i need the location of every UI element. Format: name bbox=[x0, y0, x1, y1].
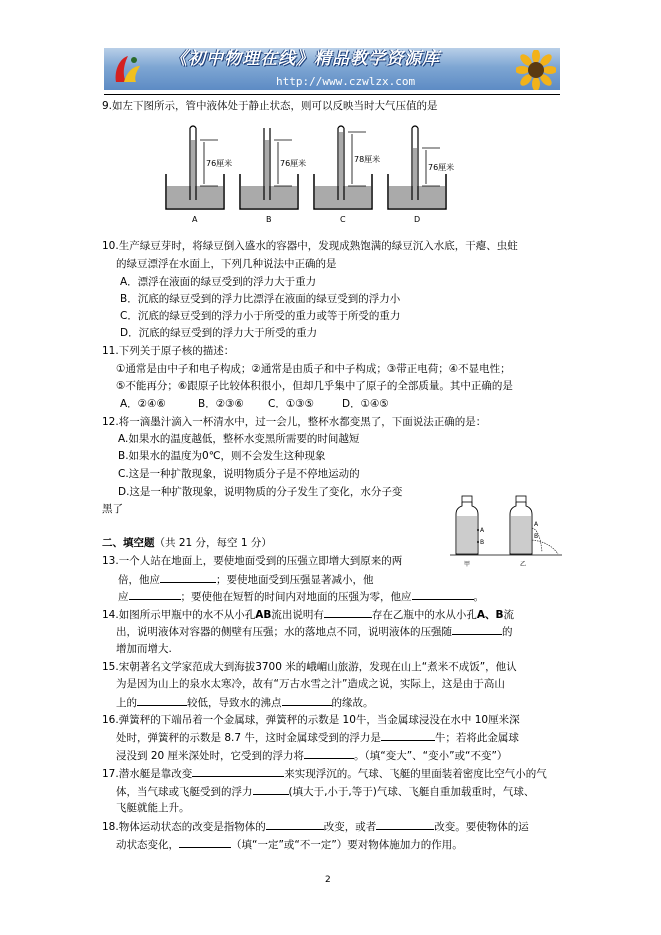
q10-stem-line1: 10.生产绿豆芽时，将绿豆倒入盛水的容器中，发现成熟饱满的绿豆沉入水底，干瘪、虫蛀 bbox=[102, 240, 518, 252]
q9-d-height-label: 76厘米 bbox=[428, 163, 455, 172]
q15-line3: 上的 较低，导致水的沸点 的缘故。 bbox=[116, 694, 374, 712]
q10-option-c: C．沉底的绿豆受到的浮力小于所受的重力或等于所受的重力 bbox=[120, 310, 401, 322]
q11-option-a: A．②④⑥ bbox=[120, 398, 166, 410]
q18-blank-2[interactable] bbox=[376, 818, 434, 830]
q11-stem: 11.下列关于原子核的描述： bbox=[102, 345, 235, 357]
header-banner bbox=[104, 48, 560, 90]
q14-caption-yi: 乙 bbox=[520, 561, 527, 568]
q9-barometer-diagram bbox=[160, 124, 460, 224]
q11-option-d: D．①④⑤ bbox=[342, 398, 389, 410]
q16-line1: 16.弹簧秤的下端吊着一个金属球，弹簧秤的示数是 10牛，当金属球浸没在水中 10厘米深 bbox=[102, 714, 520, 726]
q9-figure-b bbox=[240, 128, 306, 224]
q9-c-height-label: 78厘米 bbox=[354, 155, 381, 164]
q9-b-option-label: B bbox=[266, 215, 272, 224]
q9-stem: 9.如左下图所示，管中液体处于静止状态，则可以反映当时大气压值的是 bbox=[102, 100, 438, 112]
q14-jia-label-b: B bbox=[480, 539, 485, 546]
q13-line3: 应 ；要使他在短暂的时间内对地面的压强为零，他应 。 bbox=[118, 588, 484, 606]
section2-title: 二、填空题 bbox=[102, 537, 155, 549]
q12-option-b: B.如果水的温度为0℃，则不会发生这种现象 bbox=[118, 450, 326, 462]
q12-option-d-cont: 黑了 bbox=[102, 503, 123, 515]
q14-blank-2[interactable] bbox=[452, 623, 502, 635]
page-number: 2 bbox=[325, 875, 331, 885]
q18-line1: 18.物体运动状态的改变是指物体的 改变，或者 改变。要使物体的运 bbox=[102, 818, 529, 836]
q11-option-c: C．①③⑤ bbox=[268, 398, 315, 410]
q17-line2: 体，当气球或飞艇受到的浮力 (填大于,小于,等于)气球、飞艇自重加载重时，气球、 bbox=[116, 783, 534, 801]
q14-bottle-diagram bbox=[450, 494, 562, 570]
q14-line1: 14.如图所示甲瓶中的水不从小孔AB流出说明有 存在乙瓶中的水从小孔A、B流 bbox=[102, 606, 514, 624]
q15-line1: 15.宋朝著名文学家范成大到海拔3700 米的峨嵋山旅游，发现在山上“煮米不成饭”，他认 bbox=[102, 661, 517, 673]
header-url[interactable]: http://www.czwlzx.com bbox=[276, 75, 416, 88]
q17-line1: 17.潜水艇是靠改变 来实现浮沉的。气球、飞艇的里面装着密度比空气小的气 bbox=[102, 765, 547, 783]
q9-figure-a bbox=[166, 126, 232, 224]
q12-option-a: A.如果水的温度越低，整杯水变黑所需要的时间越短 bbox=[118, 433, 360, 445]
q14-jia-label-a: A bbox=[480, 527, 485, 534]
q9-figure-d bbox=[388, 126, 454, 224]
q9-a-height-label: 76厘米 bbox=[206, 159, 233, 168]
q9-b-height-label: 76厘米 bbox=[280, 159, 307, 168]
q14-line3: 增加而增大. bbox=[116, 643, 172, 655]
section2-note: （共 21 分，每空 1 分） bbox=[154, 537, 272, 549]
q9-c-option-label: C bbox=[340, 215, 346, 224]
q16-blank-2[interactable] bbox=[304, 747, 354, 759]
header-rule bbox=[104, 94, 560, 95]
q18-line2: 动状态变化， （填“一定”或“不一定”）要对物体施加力的作用。 bbox=[116, 836, 463, 854]
q12-option-d: D.这是一种扩散现象，说明物质的分子发生了变化，水分子变 bbox=[118, 486, 403, 498]
q10-option-a: A．漂浮在液面的绿豆受到的浮力大于重力 bbox=[120, 276, 317, 288]
q18-blank-1[interactable] bbox=[266, 818, 324, 830]
q16-line3: 浸没到 20 厘米深处时，它受到的浮力将 。（填“变大”、“变小”或“不变”） bbox=[116, 747, 507, 765]
q13-blank-2[interactable] bbox=[129, 588, 181, 600]
q11-option-b: B．②③⑥ bbox=[198, 398, 244, 410]
q13-blank-3[interactable] bbox=[412, 588, 474, 600]
q11-line1: ①通常是由中子和电子构成；②通常是由质子和中子构成；③带正电荷；④不显电性； bbox=[116, 363, 511, 375]
sunflower-icon bbox=[516, 50, 556, 90]
q12-stem: 12.将一滴墨汁滴入一杯清水中，过一会儿，整杯水都变黑了，下面说法正确的是： bbox=[102, 416, 487, 428]
q17-line3: 飞艇就能上升。 bbox=[116, 802, 190, 814]
q13-line1: 13.一个人站在地面上，要使地面受到的压强立即增大到原来的两 bbox=[102, 555, 403, 567]
q10-option-d: D．沉底的绿豆受到的浮力大于所受的重力 bbox=[120, 327, 318, 339]
header-title: 《初中物理在线》精品教学资源库 bbox=[170, 49, 440, 69]
q15-line2: 为是因为山上的泉水太寒冷，故有“万古水雪之汁”造成之说，实际上，这是由于高山 bbox=[116, 678, 505, 690]
q9-figure-c bbox=[314, 126, 380, 224]
q15-blank-2[interactable] bbox=[282, 694, 332, 706]
q17-blank-2[interactable] bbox=[253, 783, 289, 795]
section2-heading bbox=[102, 535, 272, 552]
q14-yi-label-b: B bbox=[534, 533, 539, 540]
q14-blank-1[interactable] bbox=[324, 606, 372, 618]
q9-a-option-label: A bbox=[192, 215, 198, 224]
q11-line2: ⑤不能再分；⑥跟原子比较体积很小，但却几乎集中了原子的全部质量。其中正确的是 bbox=[116, 380, 513, 392]
q12-option-c: C.这是一种扩散现象，说明物质分子是不停地运动的 bbox=[118, 468, 360, 480]
q16-blank-1[interactable] bbox=[381, 729, 435, 741]
q13-line2: 倍，他应 ；要使地面受到压强显著减小，他 bbox=[118, 571, 374, 589]
q14-bottle-jia bbox=[456, 496, 485, 568]
q17-blank-1[interactable] bbox=[192, 765, 284, 777]
q10-option-b: B．沉底的绿豆受到的浮力比漂浮在液面的绿豆受到的浮力小 bbox=[120, 293, 401, 305]
q14-yi-label-a: A bbox=[534, 521, 539, 528]
site-logo-icon bbox=[110, 52, 144, 86]
q14-line2: 出，说明液体对容器的侧壁有压强；水的落地点不同，说明液体的压强随 的 bbox=[116, 623, 513, 641]
q14-caption-jia: 甲 bbox=[464, 561, 471, 568]
q13-blank-1[interactable] bbox=[160, 571, 216, 583]
q10-stem-line2: 的绿豆漂浮在水面上，下列几种说法中正确的是 bbox=[116, 258, 337, 270]
q9-d-option-label: D bbox=[414, 215, 421, 224]
q14-bottle-yi bbox=[510, 496, 558, 568]
q15-blank-1[interactable] bbox=[137, 694, 187, 706]
q16-line2: 处时，弹簧秤的示数是 8.7 牛，这时金属球受到的浮力是 牛；若将此金属球 bbox=[116, 729, 519, 747]
q18-blank-3[interactable] bbox=[179, 836, 231, 848]
